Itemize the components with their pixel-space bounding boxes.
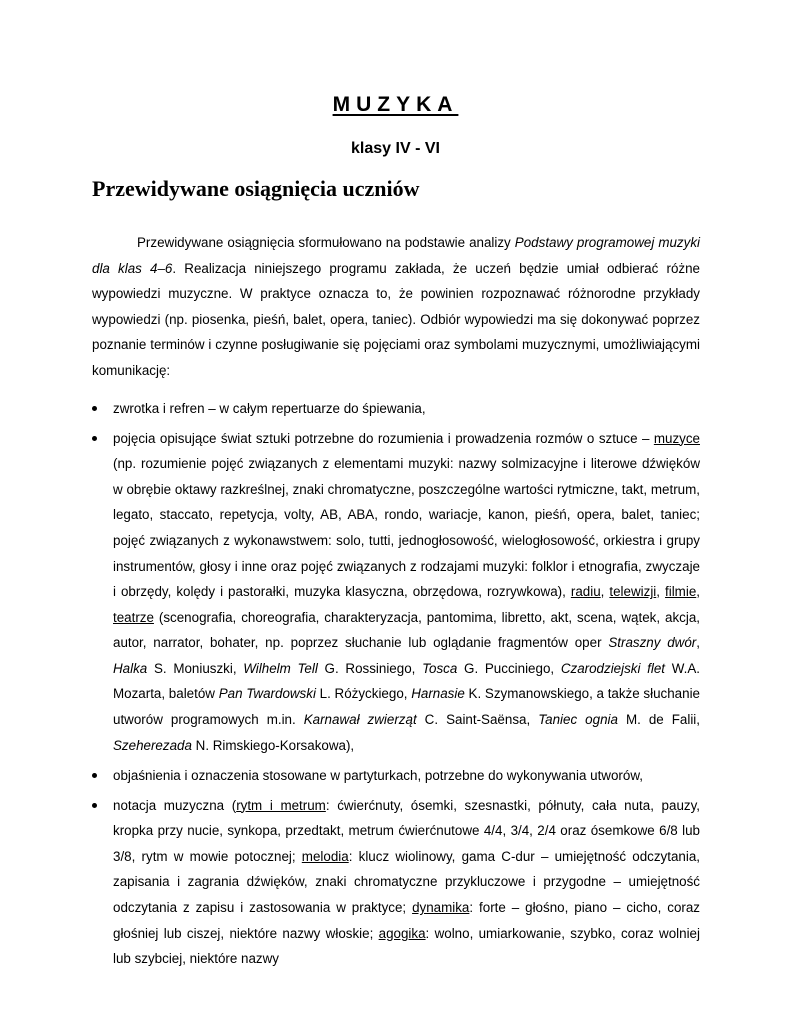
underlined-term: muzyce [653, 430, 700, 446]
bullet-icon [92, 436, 97, 441]
text-run: N. Rimskiego-Korsakowa), [191, 737, 355, 753]
bullet-icon [92, 803, 97, 808]
document-title: MUZYKA [332, 93, 459, 116]
bullet-icon [92, 406, 97, 411]
text-run: Przewidywane osiągnięcia sformułowano na podstawie analizy [137, 235, 515, 250]
underlined-term: melodia [301, 848, 349, 864]
italic-title: Halka [113, 660, 148, 676]
text-run: pojęcia opisujące świat sztuki potrzebne do rozumienia i prowadzenia rozmów o sztuce – [113, 430, 654, 446]
bullet-icon [92, 773, 97, 778]
italic-title: Szeherezada [113, 737, 192, 753]
text-run: S. Moniuszki, [147, 660, 244, 676]
italic-title: Karnawał zwierząt [303, 712, 417, 728]
document-body [92, 230, 700, 976]
text-run: G. Pucciniego, [457, 660, 561, 676]
underlined-term: rytm i metrum [236, 797, 326, 813]
text-run: : ćwierćnuty, ósemki, szesnastki, półnuty, cała nuta, pauzy, kropka przy nucie, synkopa, przedtakt, metrum ćwierćnutowe 4/4, 3/4, 2/4 oraz ósemkowe 6/8 lub 3/8, rytm w mowie potocznej; [113, 797, 701, 864]
underlined-term: radiu [570, 584, 601, 600]
bullet-list [92, 396, 700, 972]
text-run: zwrotka i refren – w całym repertuarze do śpiewania, [113, 400, 426, 416]
underlined-term: filmie [665, 584, 697, 600]
underlined-term: agogika [378, 925, 426, 941]
section-heading: Przewidywane osiągnięcia uczniów [92, 176, 420, 201]
text-run: : forte – głośno, piano – cicho, coraz głośniej lub ciszej, niektóre nazwy włoskie; [113, 900, 700, 941]
italic-title: Pan Twardowski [218, 686, 316, 702]
underlined-term: telewizji [609, 584, 657, 600]
underlined-term: teatrze [113, 609, 154, 625]
underlined-term: dynamika [412, 900, 470, 916]
text-run: objaśnienia i oznaczenia stosowane w partyturkach, potrzebne do wykonywania utworów, [113, 767, 643, 783]
italic-title: Wilhelm Tell [243, 660, 318, 676]
separator: , [656, 584, 666, 600]
separator: , [696, 635, 700, 651]
italic-title: Czarodziejski flet [560, 660, 666, 676]
bullet-item-score-notation [92, 763, 700, 789]
intro-paragraph [92, 230, 700, 384]
bullet-item-music-notation [92, 793, 700, 972]
text-run: notacja muzyczna ( [113, 797, 237, 813]
text-run: C. Saint-Saënsa, [416, 712, 539, 728]
text-run: W.A. Mozarta, baletów [113, 660, 701, 702]
text-run: . Realizacja niniejszego programu zakłada, że uczeń będzie umiał odbierać różne wypowiedzi muzyczne. W praktyce oznacza to, że powinien rozpoznawać różnorodne przykłady wypowiedzi (np. piosenka, pieśń, balet, opera, taniec). Odbiór wypowiedzi ma się dokonywać poprzez poznanie terminów i czynne posługiwanie się pojęciami oraz symbolami muzycznymi, umożliwiającymi komunikację: [92, 260, 700, 378]
document-subtitle: klasy IV - VI [351, 140, 440, 157]
italic-title: Straszny dwór [608, 635, 697, 651]
bullet-item-art-concepts [92, 426, 700, 759]
text-run: M. de Falii, [617, 712, 701, 728]
text-run: (scenografia, choreografia, charakteryzacja, pantomima, libretto, akt, scena, wątek, akcja, autor, narrator, bohater, np. poprzez słuchanie lub oglądanie fragmentów oper [113, 609, 700, 651]
bullet-item-stanza-refrain [92, 396, 700, 422]
text-run: (np. rozumienie pojęć związanych z elementami muzyki: nazwy solmizacyjne i literowe dźwięków w obrębie oktawy razkreślnej, znaki chromatyczne, poszczególne wartości rytmiczne, takt, metrum, legato, staccato, repetycja, volty, AB, ABA, rondo, wariacje, kanon, pieśń, opera, balet, taniec; pojęć związanych z wykonawstwem: solo, tutti, jednogłosowość, wielogłosowość, orkiestra i grupy instrumentów, głosy i inne oraz pojęć związanych z rodzajami muzyki: folklor i etnografia, zwyczaje i obrzędy, kolędy i pastorałki, muzyka klasyczna, obrzędowa, rozrywkowa), [113, 456, 700, 600]
italic-title: Harnasie [411, 686, 465, 702]
text-run: : wolno, umiarkowanie, szybko, coraz wolniej lub szybciej, niektóre nazwy [113, 925, 700, 967]
text-run: L. Różyckiego, [315, 686, 412, 702]
text-run: G. Rossiniego, [317, 660, 423, 676]
italic-title: Podstawy programowej muzyki dla klas 4–6 [92, 235, 700, 276]
separator: , [696, 584, 700, 600]
text-run: K. Szymanowskiego, a także słuchanie utworów programowych m.in. [113, 686, 700, 728]
separator: , [600, 584, 610, 600]
italic-title: Tosca [422, 660, 458, 676]
text-run: : klucz wiolinowy, gama C-dur – umiejętność odczytania, zapisania i zagrania dźwięków, znaki chromatyczne przykluczowe i przygodne – umiejętność odczytania z zapisu i zastosowania w praktyce; [113, 848, 700, 916]
italic-title: Taniec ognia [538, 712, 618, 728]
